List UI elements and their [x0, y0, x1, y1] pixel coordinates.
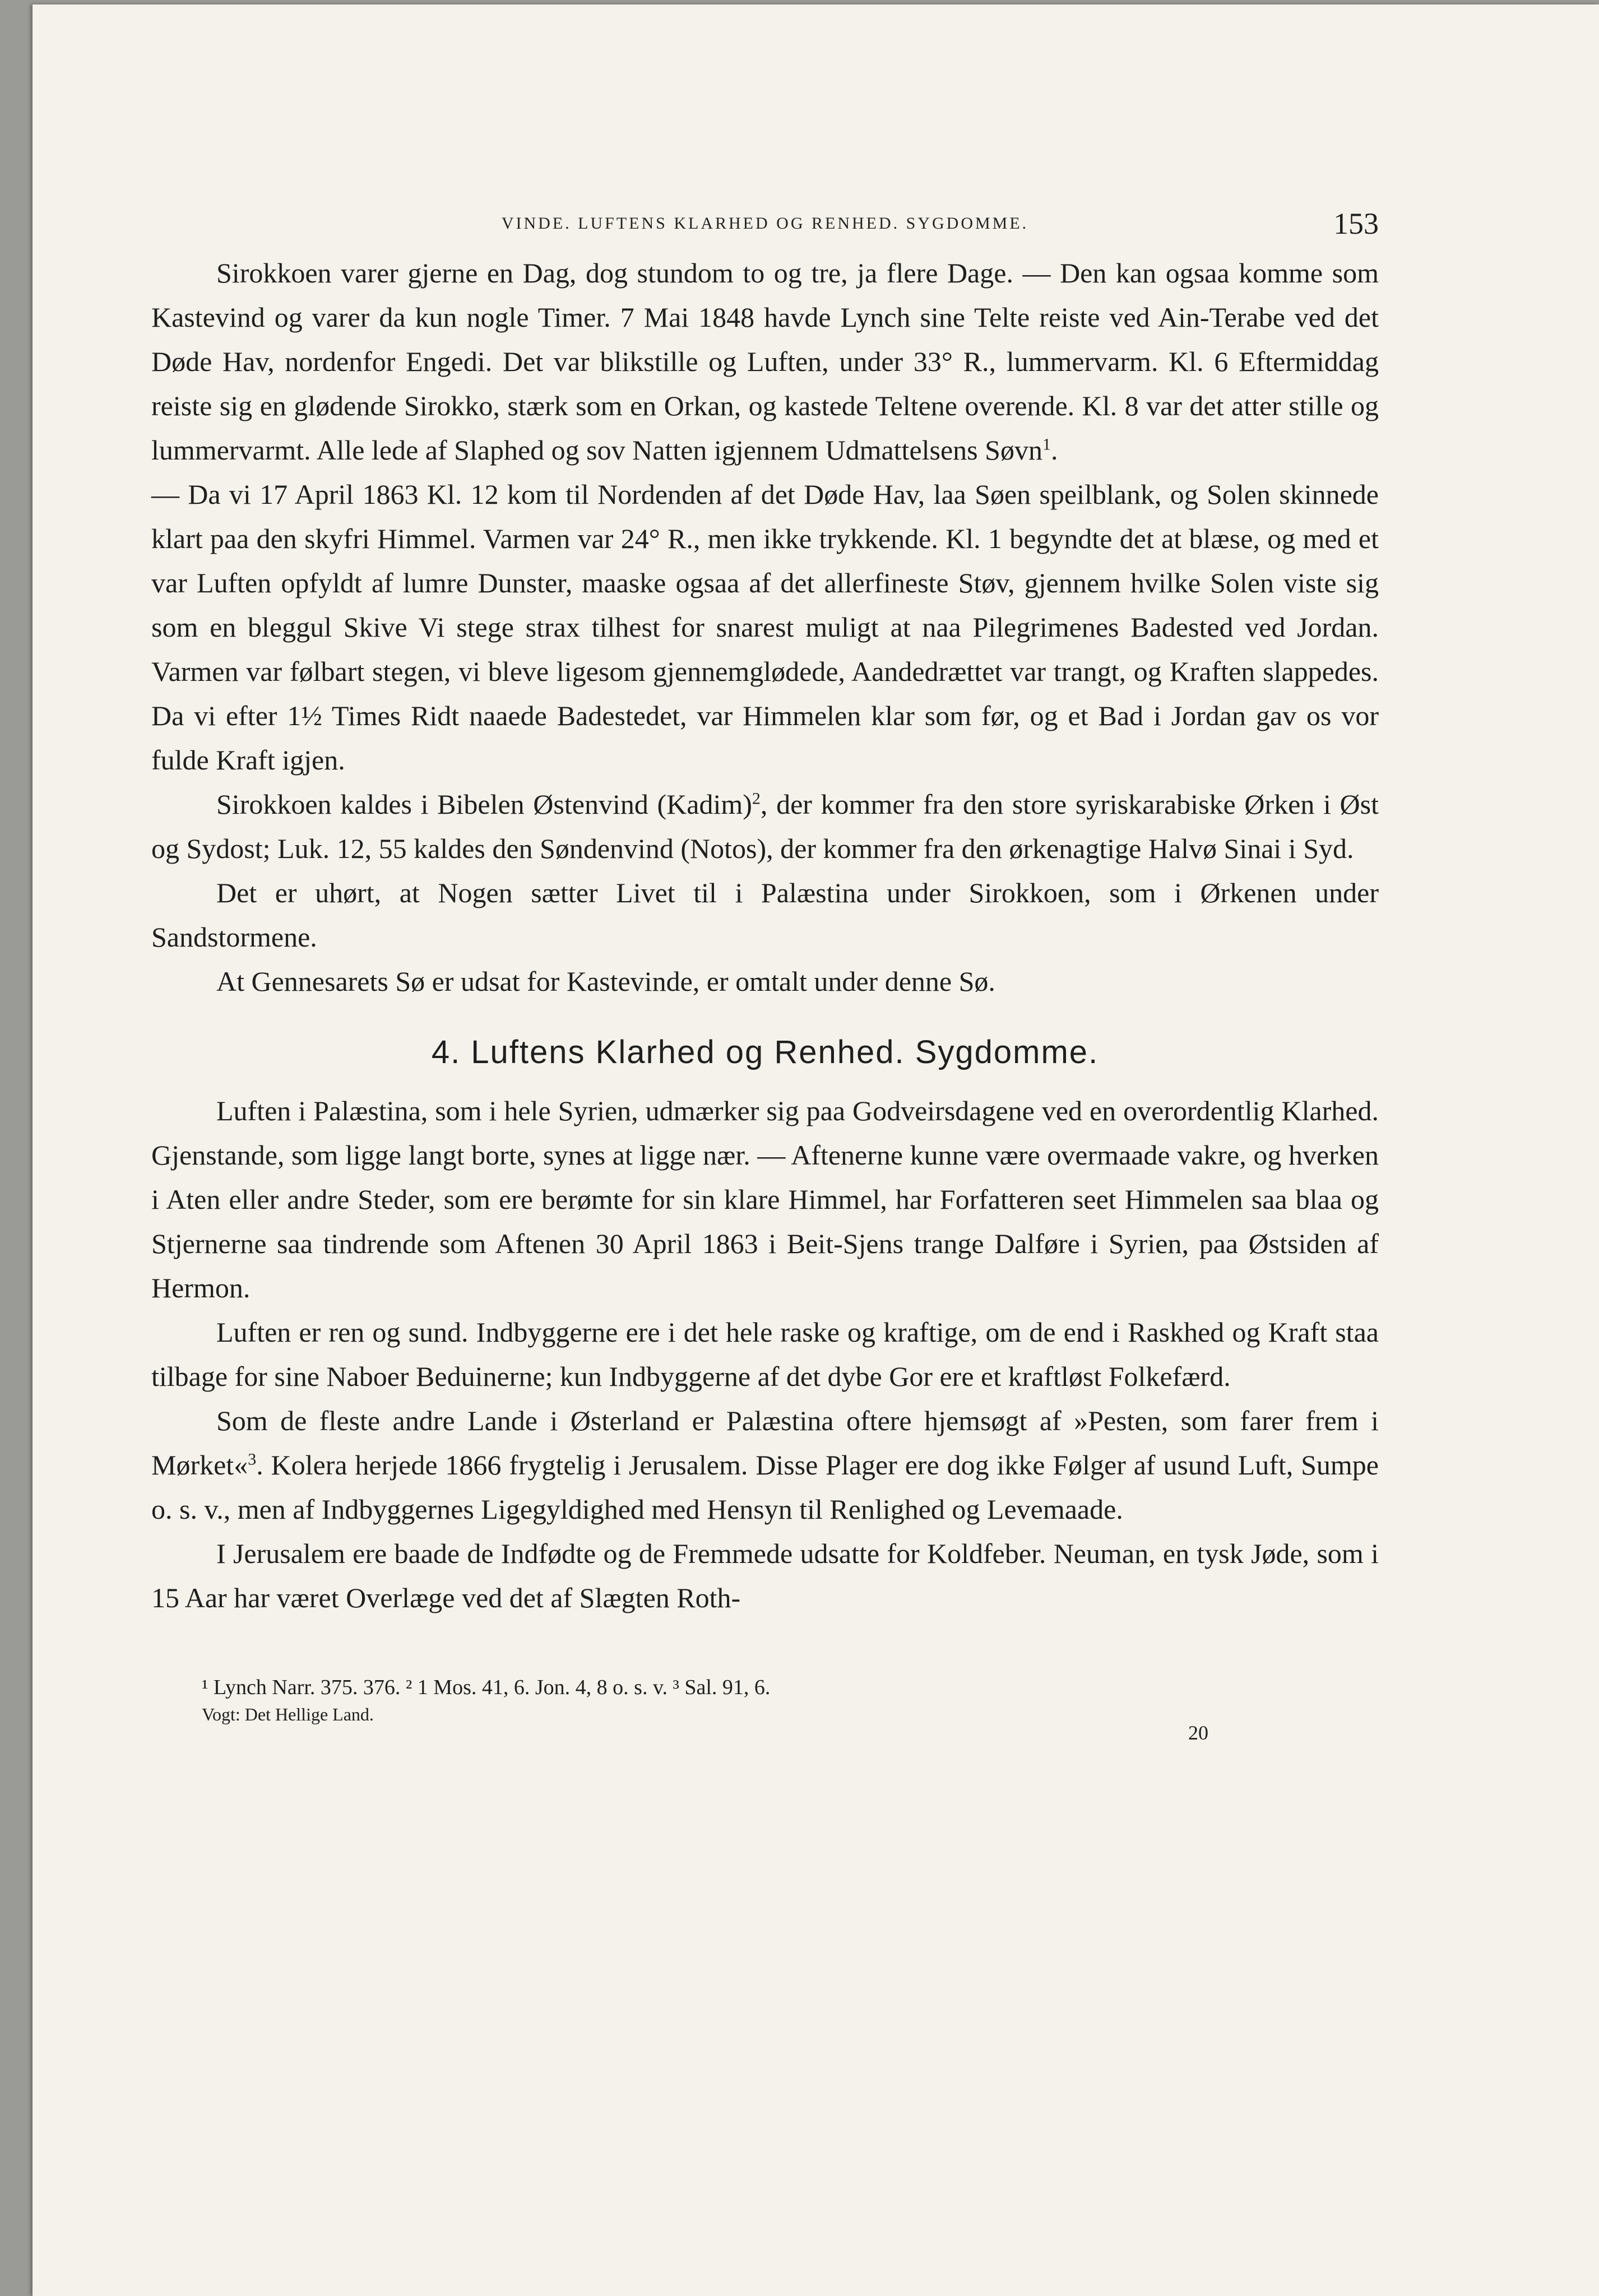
bottom-line	[151, 1704, 1379, 1743]
section-heading: 4. Luftens Klarhed og Renhed. Sygdomme.	[431, 1034, 1099, 1070]
paragraph-dead-sea-1863: — Da vi 17 April 1863 Kl. 12 kom til Nordenden af det Døde Hav, laa Søen speilblank, og Solen skinnede klart paa den skyfri Himmel. Varmen var 24° R., men ikke trykkende. Kl. 1 begyndte det at blæse, og med et var Luften opfyldt af lumre Dunster, maaske ogsaa af det allerfineste Støv, gjennem hvilke Solen viste sig som en bleggul Skive Vi stege strax tilhest for snarest muligt at naa Pilegrimenes Badested ved Jordan. Varmen var følbart stegen, vi bleve ligesom gjennemglødede, Aandedrættet var trangt, og Kraften slappedes. Da vi efter 1½ Times Ridt naaede Badestedet, var Himmelen klar som før, og et Bad i Jordan gav os vor fulde Kraft igjen.	[151, 479, 1379, 776]
paragraph-sirokko-duration: Sirokkoen varer gjerne en Dag, dog stundom to og tre, ja flere Dage. — Den kan ogsaa komme som Kastevind og varer da kun nogle Timer. 7 Mai 1848 havde Lynch sine Telte reiste ved Ain-Terabe ved det Døde Hav, nordenfor Engedi. Det var blikstille og Luften, under 33° R., lummervarm. Kl. 6 Eftermiddag reiste sig en glødende Sirokko, stærk som en Orkan, og kastede Teltene overende. Kl. 8 var det atter stille og lummervarmt. Alle lede af Slaphed og sov Natten igjennem Udmattelsens Søvn$^1$.	[151, 257, 1379, 466]
signature-line: Vogt: Det Hellige Land.	[202, 1704, 374, 1724]
paragraph-text: Som de fleste andre Lande i Østerland er Palæstina oftere hjemsøgt af »Pesten, som farer frem i Mørket«	[151, 1405, 1379, 1481]
paragraph-jerusalem-fever: I Jerusalem ere baade de Indfødte og de Fremmede udsatte for Koldfeber. Neuman, en tysk Jøde, som i 15 Aar har været Overlæge ved det af Slægten Roth-	[151, 1538, 1379, 1613]
paragraph-text: Sirokkoen varer gjerne en Dag, dog stundom to og tre, ja flere Dage. — Den kan ogsaa komme som Kastevind og varer da kun nogle Timer. 7 Mai 1848 havde Lynch sine Telte reiste ved Ain-Terabe ved det Døde Hav, nordenfor Engedi. Det var blikstille og Luften, under 33° R., lummervarm. Kl. 6 Eftermiddag reiste sig en glødende Sirokko, stærk som en Orkan, og kastede Teltene overende. Kl. 8 var det atter stille og lummervarmt. Alle lede af Slaphed og sov Natten igjennem Udmattelsens Søvn	[151, 257, 1379, 466]
sheet-number: 20	[1188, 1722, 1208, 1744]
paragraph-plague	[151, 1399, 1379, 1532]
footnote-ref-3: 3	[248, 1450, 257, 1469]
footnotes: ¹ Lynch Narr. 375. 376. ² 1 Mos. 41, 6. Jon. 4, 8 o. s. v. ³ Sal. 91, 6.	[202, 1676, 771, 1699]
paragraph-air-pure: Luften er ren og sund. Indbyggerne ere i det hele raske og kraftige, om de end i Raskhed og Kraft staa tilbage for sine Naboer Beduinerne; kun Indbyggerne af det dybe Gor ere et kraftløst Folkefærd.	[151, 1316, 1379, 1392]
paragraph-air-clarity: Luften i Palæstina, som i hele Syrien, udmærker sig paa Godveirsdagene ved en overordentlig Klarhed. Gjenstande, som ligge langt borte, synes at ligge nær. — Aftenerne kunne være overmaade vakre, og hverken i Aten eller andre Steder, som ere berømte for sin klare Himmel, har Forfatteren seet Himmelen saa blaa og Stjernerne saa tindrende som Aftenen 30 April 1863 i Beit-Sjens trange Dalføre i Syrien, paa Østsiden af Hermon.	[151, 1095, 1379, 1304]
page-content	[151, 206, 1379, 1743]
page-sheet	[33, 4, 1599, 2296]
paragraph-unheard-death: Det er uhørt, at Nogen sætter Livet til i Palæstina under Sirokkoen, som i Ørkenen under Sandstormene.	[151, 877, 1379, 953]
paragraph-text: Sirokkoen kaldes i Bibelen Østenvind (Kadim)	[216, 788, 752, 820]
footnote-ref-2: 2	[752, 789, 761, 808]
paragraph-text: , der kommer fra den store syriskarabiske Ørken i Øst og Sydost; Luk. 12, 55 kaldes den Søndenvind (Notos), der kommer fra den ørkenagtige Halvø Sinai i Syd.	[151, 788, 1379, 864]
running-head	[151, 206, 1379, 251]
footnote-ref-1: 1	[1042, 435, 1051, 454]
page-number: 153	[1333, 207, 1379, 240]
paragraph-text: . Kolera herjede 1866 frygtelig i Jerusalem. Disse Plager ere dog ikke Følger af usund Luft, Sumpe o. s. v., men af Indbyggernes Ligegyldighed med Hensyn til Renlighed og Levemaade.	[151, 1449, 1379, 1525]
paragraph-bible-east-wind	[151, 782, 1379, 871]
paragraph-gennesaret: At Gennesarets Sø er udsat for Kastevinde, er omtalt under denne Sø.	[216, 966, 995, 997]
running-title: VINDE. LUFTENS KLARHED OG RENHED. SYGDOMME.	[501, 214, 1029, 233]
